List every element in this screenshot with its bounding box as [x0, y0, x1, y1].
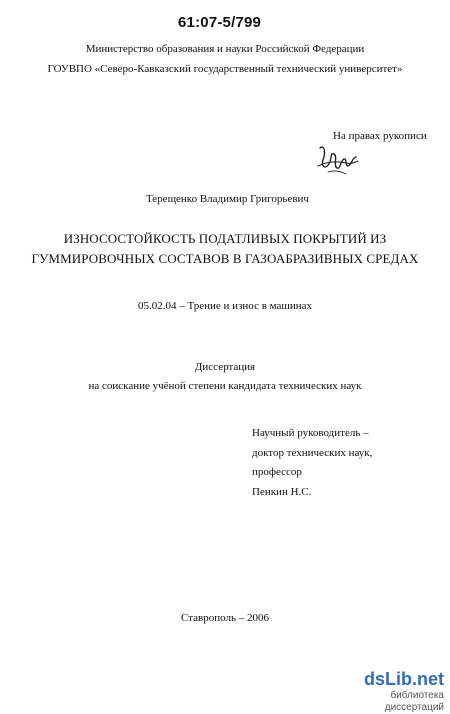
ministry-line: Министерство образования и науки Российской Федерации [85, 43, 365, 55]
supervisor-title: профессор [252, 466, 302, 478]
author-name: Терещенко Владимир Григорьевич [146, 193, 309, 205]
supervisor-role: Научный руководитель – [252, 427, 369, 439]
supervisor-degree: доктор технических наук, [252, 447, 373, 459]
document-code: 61:07-5/799 [178, 14, 262, 31]
title-line-1: ИЗНОСОСТОЙКОСТЬ ПОДАТЛИВЫХ ПОКРЫТИЙ ИЗ [63, 231, 387, 246]
watermark-tagline: библиотека диссертаций [384, 690, 444, 713]
title-line-2: ГУММИРОВОЧНЫХ СОСТАВОВ В ГАЗОАБРАЗИВНЫХ СРЕДАХ [31, 251, 419, 266]
specialty-line: 05.02.04 – Трение и износ в машинах [137, 300, 313, 312]
signature-icon [316, 142, 360, 178]
dissertation-label: Диссертация [194, 361, 256, 373]
dslib-watermark[interactable] [340, 669, 444, 714]
watermark-name: dsLib.net [364, 669, 444, 689]
dissertation-purpose: на соискание учёной степени кандидата технических наук [88, 380, 362, 392]
rights-label: На правах рукописи [333, 130, 427, 142]
place-year: Ставрополь – 2006 [181, 612, 269, 624]
university-line: ГОУВПО «Северо-Кавказский государственный технический университет» [47, 63, 403, 75]
supervisor-name: Пенкин Н.С. [252, 486, 312, 498]
